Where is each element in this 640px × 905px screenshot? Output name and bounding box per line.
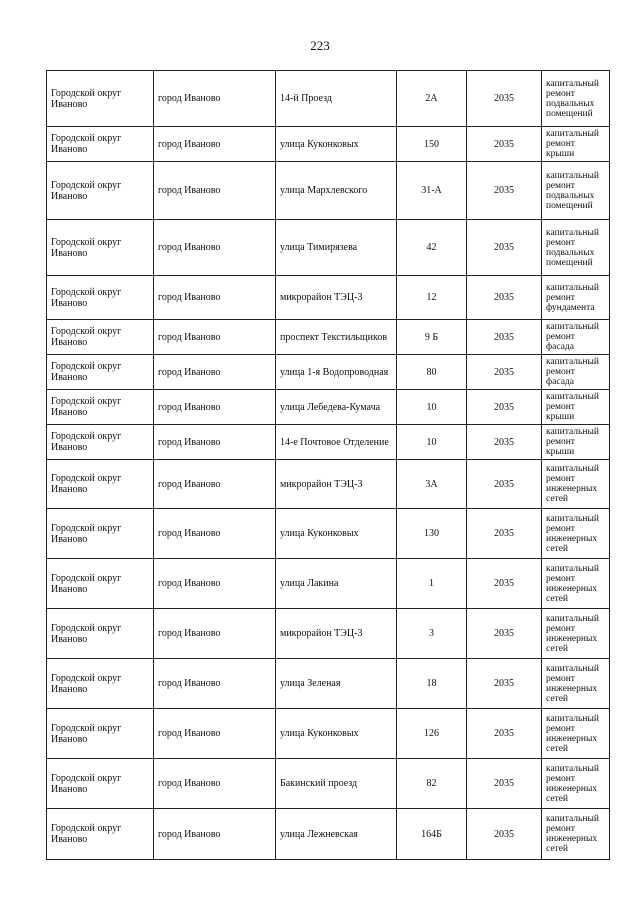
year-cell: 2035	[467, 220, 542, 276]
work-type-cell: капитальный ремонт инженерных сетей	[542, 509, 610, 559]
table-row	[47, 460, 610, 509]
table-row	[47, 559, 610, 609]
year-cell: 2035	[467, 162, 542, 220]
work-type-cell: капитальный ремонт инженерных сетей	[542, 709, 610, 759]
city-cell: город Иваново	[154, 809, 276, 860]
street-cell: Бакинский проезд	[276, 759, 397, 809]
okrug-cell: Городской округ Иваново	[47, 355, 154, 390]
table-row	[47, 509, 610, 559]
table-row	[47, 320, 610, 355]
street-cell: микрорайон ТЭЦ-3	[276, 276, 397, 320]
work-type-cell: капитальный ремонт инженерных сетей	[542, 559, 610, 609]
table-row	[47, 220, 610, 276]
city-cell: город Иваново	[154, 220, 276, 276]
table-row	[47, 759, 610, 809]
year-cell: 2035	[467, 71, 542, 127]
year-cell: 2035	[467, 709, 542, 759]
year-cell: 2035	[467, 390, 542, 425]
table-row	[47, 162, 610, 220]
street-cell: микрорайон ТЭЦ-3	[276, 609, 397, 659]
city-cell: город Иваново	[154, 127, 276, 162]
city-cell: город Иваново	[154, 355, 276, 390]
city-cell: город Иваново	[154, 709, 276, 759]
table-row	[47, 709, 610, 759]
year-cell: 2035	[467, 609, 542, 659]
work-type-cell: капитальный ремонт фасада	[542, 320, 610, 355]
year-cell: 2035	[467, 320, 542, 355]
street-cell: проспект Текстильщиков	[276, 320, 397, 355]
year-cell: 2035	[467, 276, 542, 320]
work-type-cell: капитальный ремонт крыши	[542, 390, 610, 425]
okrug-cell: Городской округ Иваново	[47, 276, 154, 320]
table-row	[47, 659, 610, 709]
year-cell: 2035	[467, 355, 542, 390]
city-cell: город Иваново	[154, 659, 276, 709]
city-cell: город Иваново	[154, 759, 276, 809]
okrug-cell: Городской округ Иваново	[47, 162, 154, 220]
year-cell: 2035	[467, 759, 542, 809]
work-type-cell: капитальный ремонт подвальных помещений	[542, 71, 610, 127]
street-cell: улица Куконковых	[276, 127, 397, 162]
house-number-cell: 3А	[397, 460, 467, 509]
table-row	[47, 276, 610, 320]
year-cell: 2035	[467, 127, 542, 162]
city-cell: город Иваново	[154, 162, 276, 220]
city-cell: город Иваново	[154, 609, 276, 659]
house-number-cell: 126	[397, 709, 467, 759]
page-number: 223	[310, 38, 330, 53]
city-cell: город Иваново	[154, 320, 276, 355]
street-cell: улица Куконковых	[276, 509, 397, 559]
house-number-cell: 82	[397, 759, 467, 809]
okrug-cell: Городской округ Иваново	[47, 71, 154, 127]
okrug-cell: Городской округ Иваново	[47, 709, 154, 759]
work-type-cell: капитальный ремонт инженерных сетей	[542, 759, 610, 809]
house-number-cell: 80	[397, 355, 467, 390]
street-cell: улица Куконковых	[276, 709, 397, 759]
table-row	[47, 425, 610, 460]
work-type-cell: капитальный ремонт инженерных сетей	[542, 659, 610, 709]
street-cell: улица Мархлевского	[276, 162, 397, 220]
house-number-cell: 2А	[397, 71, 467, 127]
street-cell: улица Лакина	[276, 559, 397, 609]
work-type-cell: капитальный ремонт инженерных сетей	[542, 609, 610, 659]
okrug-cell: Городской округ Иваново	[47, 659, 154, 709]
house-number-cell: 3	[397, 609, 467, 659]
okrug-cell: Городской округ Иваново	[47, 220, 154, 276]
work-type-cell: капитальный ремонт фасада	[542, 355, 610, 390]
street-cell: улица Зеленая	[276, 659, 397, 709]
street-cell: микрорайон ТЭЦ-3	[276, 460, 397, 509]
city-cell: город Иваново	[154, 559, 276, 609]
year-cell: 2035	[467, 425, 542, 460]
street-cell: 14-й Проезд	[276, 71, 397, 127]
table-row	[47, 390, 610, 425]
work-type-cell: капитальный ремонт крыши	[542, 425, 610, 460]
year-cell: 2035	[467, 809, 542, 860]
street-cell: 14-е Почтовое Отделение	[276, 425, 397, 460]
capital-repair-table	[46, 70, 610, 860]
house-number-cell: 130	[397, 509, 467, 559]
year-cell: 2035	[467, 460, 542, 509]
house-number-cell: 12	[397, 276, 467, 320]
okrug-cell: Городской округ Иваново	[47, 809, 154, 860]
okrug-cell: Городской округ Иваново	[47, 425, 154, 460]
house-number-cell: 10	[397, 425, 467, 460]
work-type-cell: капитальный ремонт фундамента	[542, 276, 610, 320]
table-row	[47, 609, 610, 659]
city-cell: город Иваново	[154, 276, 276, 320]
house-number-cell: 9 Б	[397, 320, 467, 355]
house-number-cell: 164Б	[397, 809, 467, 860]
city-cell: город Иваново	[154, 390, 276, 425]
year-cell: 2035	[467, 659, 542, 709]
street-cell: улица Лежневская	[276, 809, 397, 860]
okrug-cell: Городской округ Иваново	[47, 127, 154, 162]
okrug-cell: Городской округ Иваново	[47, 460, 154, 509]
city-cell: город Иваново	[154, 425, 276, 460]
work-type-cell: капитальный ремонт инженерных сетей	[542, 809, 610, 860]
city-cell: город Иваново	[154, 71, 276, 127]
year-cell: 2035	[467, 509, 542, 559]
okrug-cell: Городской округ Иваново	[47, 390, 154, 425]
okrug-cell: Городской округ Иваново	[47, 509, 154, 559]
house-number-cell: 150	[397, 127, 467, 162]
house-number-cell: 31-А	[397, 162, 467, 220]
street-cell: улица Лебедева-Кумача	[276, 390, 397, 425]
work-type-cell: капитальный ремонт подвальных помещений	[542, 162, 610, 220]
okrug-cell: Городской округ Иваново	[47, 559, 154, 609]
okrug-cell: Городской округ Иваново	[47, 320, 154, 355]
street-cell: улица Тимирязева	[276, 220, 397, 276]
city-cell: город Иваново	[154, 460, 276, 509]
work-type-cell: капитальный ремонт подвальных помещений	[542, 220, 610, 276]
year-cell: 2035	[467, 559, 542, 609]
city-cell: город Иваново	[154, 509, 276, 559]
okrug-cell: Городской округ Иваново	[47, 759, 154, 809]
street-cell: улица 1-я Водопроводная	[276, 355, 397, 390]
work-type-cell: капитальный ремонт крыши	[542, 127, 610, 162]
okrug-cell: Городской округ Иваново	[47, 609, 154, 659]
table-row	[47, 127, 610, 162]
house-number-cell: 10	[397, 390, 467, 425]
house-number-cell: 42	[397, 220, 467, 276]
table-row	[47, 71, 610, 127]
table-row	[47, 355, 610, 390]
house-number-cell: 1	[397, 559, 467, 609]
table-row	[47, 809, 610, 860]
work-type-cell: капитальный ремонт инженерных сетей	[542, 460, 610, 509]
house-number-cell: 18	[397, 659, 467, 709]
